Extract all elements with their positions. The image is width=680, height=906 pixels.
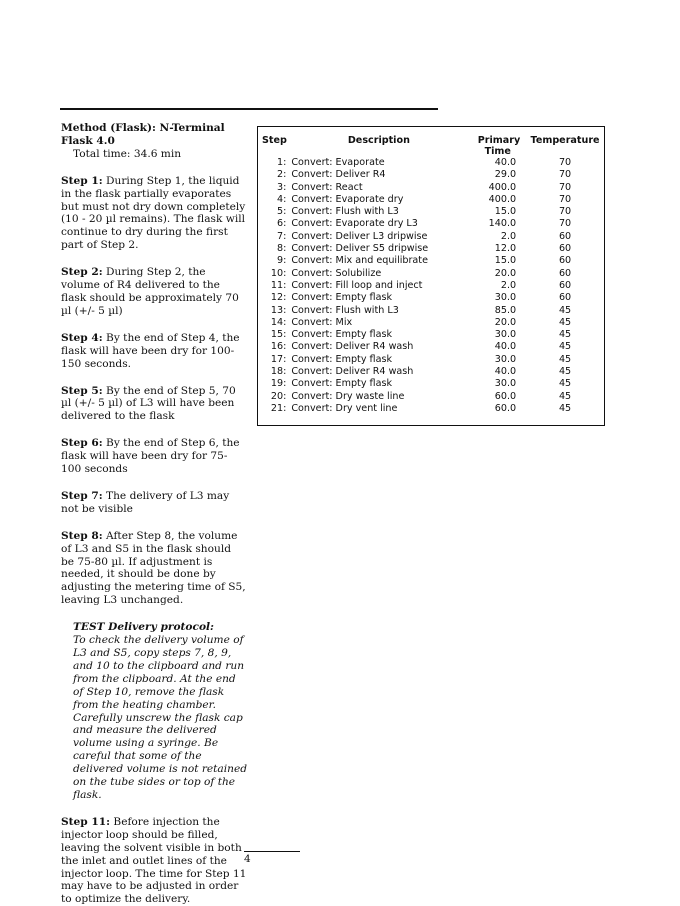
row-step-number: 12:: [270, 292, 287, 304]
step-note: [61, 816, 247, 906]
test-protocol: [73, 621, 247, 802]
table-row: [260, 182, 602, 194]
step-label: Step 5:: [61, 384, 103, 397]
row-primary-time: 400.0: [488, 193, 517, 205]
row-primary-time: 85.0: [494, 304, 517, 316]
row-step-number: 2:: [277, 169, 287, 181]
row-primary-time: 12.0: [494, 243, 517, 255]
row-step-number: 14:: [270, 316, 287, 328]
row-primary-time: 30.0: [494, 353, 517, 365]
row-primary-time: 29.0: [494, 169, 517, 181]
row-temperature: 60: [558, 267, 572, 279]
step-text: By the end of Step 5, 70 µl (+/- 5 µl) of L3 will have been delivered to the flask: [61, 384, 236, 423]
row-primary-time: 60.0: [494, 402, 517, 414]
table-row: [260, 292, 602, 304]
row-description: Convert: Deliver R4 wash: [291, 341, 414, 353]
row-temperature: 45: [558, 366, 572, 378]
row-temperature: 60: [558, 279, 572, 291]
row-primary-time: 60.0: [494, 390, 517, 402]
row-primary-time: 400.0: [488, 181, 517, 193]
step-label: Step 7:: [61, 489, 103, 502]
table-row: [260, 157, 602, 169]
row-temperature: 45: [558, 402, 572, 414]
row-temperature: 60: [558, 243, 572, 255]
row-primary-time: 140.0: [488, 218, 517, 230]
table-row: [260, 194, 602, 206]
page-number: 4: [244, 853, 251, 865]
row-description: Convert: Dry vent line: [291, 402, 398, 414]
row-step-number: 18:: [270, 366, 287, 378]
table-body: [260, 157, 602, 415]
table-row: [260, 255, 602, 267]
step-label: Step 8:: [61, 529, 103, 542]
row-step-number: 9:: [277, 255, 287, 267]
row-temperature: 45: [558, 304, 572, 316]
row-primary-time: 40.0: [494, 157, 517, 168]
row-primary-time: 15.0: [494, 206, 517, 218]
step-label: Step 6:: [61, 437, 103, 450]
row-temperature: 45: [558, 341, 572, 353]
row-primary-time: 30.0: [494, 378, 517, 390]
table-row: [260, 329, 602, 341]
row-description: Convert: Empty flask: [291, 378, 393, 390]
row-description: Convert: Solubilize: [291, 267, 382, 279]
row-step-number: 6:: [277, 218, 287, 230]
step-note: [61, 437, 247, 476]
row-step-number: 1:: [277, 157, 287, 168]
step-note: [61, 332, 247, 371]
row-description: Convert: Empty flask: [291, 329, 393, 341]
step-label: Step 11:: [61, 815, 111, 828]
row-description: Convert: Evaporate: [291, 157, 385, 168]
step-label: Step 4:: [61, 331, 103, 344]
row-primary-time: 30.0: [494, 329, 517, 341]
table-row: [260, 218, 602, 230]
row-step-number: 3:: [277, 181, 287, 193]
row-description: Convert: Evaporate dry L3: [291, 218, 418, 230]
table-row: [260, 169, 602, 181]
steps-table: [260, 135, 602, 415]
row-step-number: 16:: [270, 341, 287, 353]
step-text: The delivery of L3 may not be visible: [61, 489, 230, 515]
row-description: Convert: Mix: [291, 316, 353, 328]
step-label: Step 2:: [61, 266, 103, 279]
row-step-number: 20:: [270, 390, 287, 402]
row-step-number: 13:: [270, 304, 287, 316]
step-note: [61, 490, 247, 516]
table-row: [260, 341, 602, 353]
step-note: [61, 385, 247, 424]
step-text: By the end of Step 6, the flask will have been dry for 75-100 seconds: [61, 437, 240, 476]
header-step: Step: [262, 135, 287, 146]
table-row: [260, 243, 602, 255]
row-temperature: 45: [558, 329, 572, 341]
method-steps-table: [257, 126, 605, 426]
row-primary-time: 40.0: [494, 366, 517, 378]
test-protocol-text: To check the delivery volume of L3 and S5, copy steps 7, 8, 9, and 10 to the clipboard and run from the clipboard. At the end of Step 10, remove the flask from the heating chamber. Carefully unscrew the flask cap and measure the delivered volume using a syringe. Be careful that some of the delivered volume is not retained on the tube sides or top of the flask.: [73, 634, 248, 801]
step-note: [61, 530, 247, 607]
row-primary-time: 40.0: [494, 341, 517, 353]
row-step-number: 11:: [270, 279, 287, 291]
row-description: Convert: Deliver L3 dripwise: [291, 230, 428, 242]
row-step-number: 4:: [277, 193, 287, 205]
header-description: Description: [347, 135, 410, 146]
row-description: Convert: Dry waste line: [291, 390, 405, 402]
header-primary-time-text: Primary Time: [477, 135, 521, 157]
row-description: Convert: Flush with L3: [291, 206, 399, 218]
row-description: Convert: Flush with L3: [291, 304, 399, 316]
table-row: [260, 317, 602, 329]
header-temperature: Temperature: [530, 135, 600, 146]
step-text: By the end of Step 4, the flask will have been dry for 100-150 seconds.: [61, 331, 240, 370]
step-text: During Step 2, the volume of R4 delivered to the flask should be approximately 70 µl (+/- 5 µl): [61, 266, 239, 317]
row-step-number: 21:: [270, 402, 287, 414]
table-row: [260, 391, 602, 403]
row-step-number: 17:: [270, 353, 287, 365]
table-row: [260, 206, 602, 218]
row-primary-time: 20.0: [494, 316, 517, 328]
row-temperature: 70: [558, 193, 572, 205]
row-step-number: 5:: [277, 206, 287, 218]
row-step-number: 10:: [270, 267, 287, 279]
row-description: Convert: Mix and equilibrate: [291, 255, 428, 267]
row-step-number: 15:: [270, 329, 287, 341]
row-step-number: 7:: [277, 230, 287, 242]
table-row: [260, 305, 602, 317]
row-temperature: 45: [558, 390, 572, 402]
row-description: Convert: React: [291, 181, 363, 193]
table-row: [260, 268, 602, 280]
step-text: Before injection the injector loop should be filled, leaving the solvent visible in both the inlet and outlet lines of the injector loop. The time for Step 11 may have to be adjusted in order to optimize the delivery.: [61, 815, 247, 906]
table-row: [260, 403, 602, 415]
row-temperature: 70: [558, 169, 572, 181]
table-row: [260, 366, 602, 378]
row-description: Convert: Empty flask: [291, 292, 393, 304]
total-time: Total time: 34.6 min: [73, 147, 182, 160]
row-description: Convert: Deliver R4 wash: [291, 366, 414, 378]
row-temperature: 60: [558, 230, 572, 242]
row-primary-time: 2.0: [500, 230, 517, 242]
row-temperature: 45: [558, 316, 572, 328]
row-primary-time: 15.0: [494, 255, 517, 267]
step-text: During Step 1, the liquid in the flask partially evaporates but must not dry down completely (10 - 20 µl remains). The flask will continue to dry during the first part of Step 2.: [61, 174, 246, 252]
row-temperature: 45: [558, 378, 572, 390]
row-temperature: 45: [558, 353, 572, 365]
row-temperature: 70: [558, 206, 572, 218]
row-temperature: 70: [558, 181, 572, 193]
method-title: Method (Flask): N-Terminal Flask 4.0: [61, 122, 225, 147]
top-rule: [60, 108, 438, 110]
row-description: Convert: Deliver S5 dripwise: [291, 243, 429, 255]
table-header-row: [260, 135, 602, 157]
step-note: [61, 266, 247, 318]
row-description: Convert: Deliver R4: [291, 169, 386, 181]
row-description: Convert: Empty flask: [291, 353, 393, 365]
row-description: Convert: Evaporate dry: [291, 193, 404, 205]
table-row: [260, 354, 602, 366]
table-row: [260, 378, 602, 390]
table-row: [260, 231, 602, 243]
row-temperature: 70: [558, 218, 572, 230]
step-note: [61, 175, 247, 252]
method-notes: [61, 122, 247, 906]
step-label: Step 1:: [61, 174, 103, 187]
step-text: After Step 8, the volume of L3 and S5 in the flask should be 75-80 µl. If adjustment is needed, it should be done by adjusting the metering time of S5, leaving L3 unchanged.: [61, 529, 246, 607]
row-temperature: 60: [558, 292, 572, 304]
header-primary-time: [467, 135, 528, 157]
row-primary-time: 20.0: [494, 267, 517, 279]
row-temperature: 70: [558, 157, 572, 168]
row-description: Convert: Fill loop and inject: [291, 279, 423, 291]
row-primary-time: 30.0: [494, 292, 517, 304]
footer-rule: [244, 851, 300, 852]
row-primary-time: 2.0: [500, 279, 517, 291]
row-step-number: 8:: [277, 243, 287, 255]
test-protocol-title: TEST Delivery protocol:: [73, 621, 214, 634]
table-row: [260, 280, 602, 292]
row-step-number: 19:: [270, 378, 287, 390]
row-temperature: 60: [558, 255, 572, 267]
